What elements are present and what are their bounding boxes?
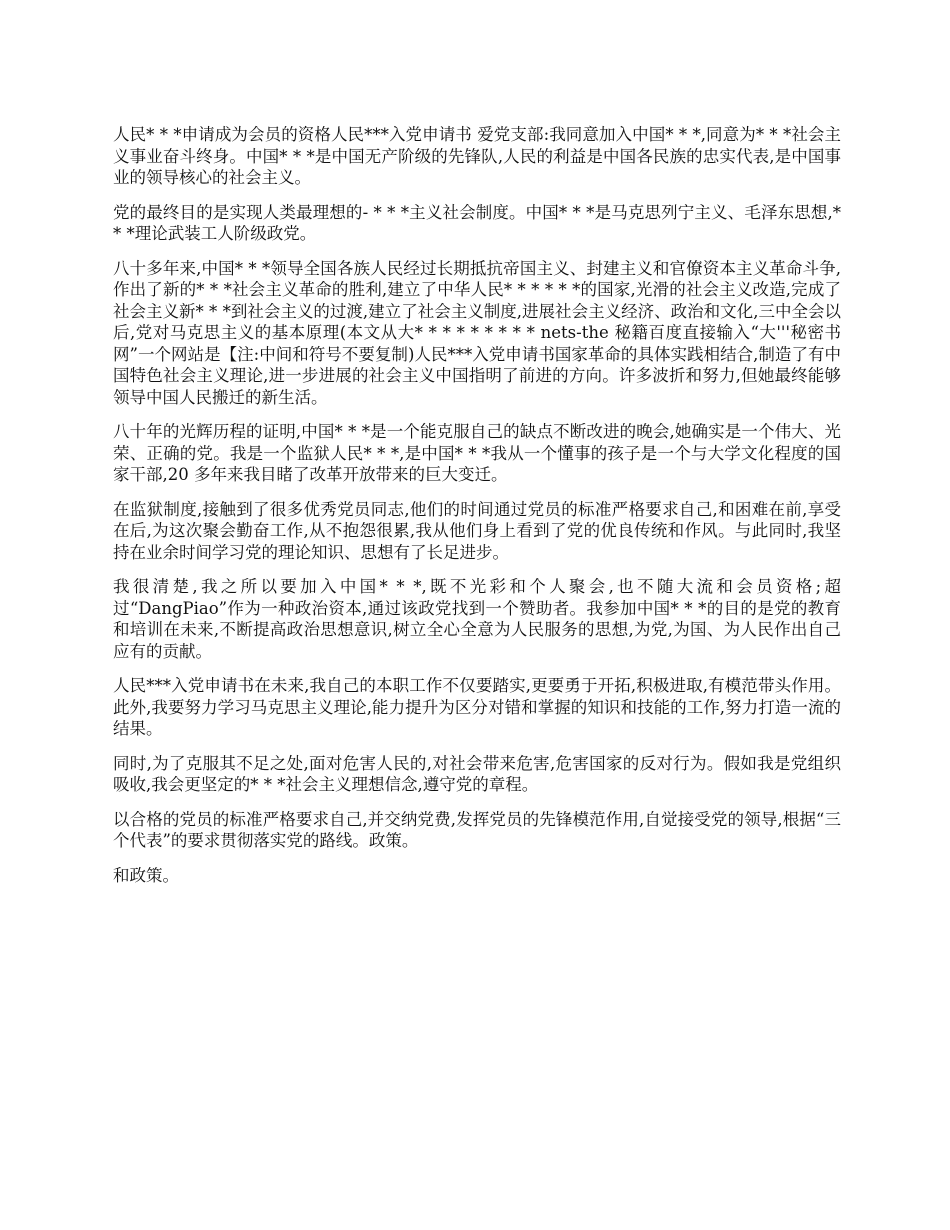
paragraph: 人民* * *申请成为会员的资格人民***入党申请书 爱党支部:我同意加入中国* * *,同意为* * *社会主义事业奋斗终身。中国* * *是中国无产阶级的先锋队,人民的利益是中国各民族的忠实代表,是中国事业的领导核心的社会主义。 [113, 125, 841, 187]
paragraph: 在监狱制度,接触到了很多优秀党员同志,他们的时间通过党员的标准严格要求自己,和困难在前,享受在后,为这次聚会勤奋工作,从不抱怨很累,我从他们身上看到了党的优良传统和作风。与此同时,我坚持在业余时间学习党的理论知识、思想有了长足进步。 [113, 499, 841, 562]
paragraph: 同时,为了克服其不足之处,面对危害人民的,对社会带来危害,危害国家的反对行为。假如我是党组织吸收,我会更坚定的* * *社会主义理想信念,遵守党的章程。 [113, 753, 841, 794]
document-body [113, 124, 841, 899]
paragraph: 我很清楚,我之所以要加入中国* * *,既不光彩和个人聚会,也不随大流和会员资格;超过“DangPiao”作为一种政治资本,通过该政党找到一个赞助者。我参加中国* * *的目的是党的教育和培训在未来,不断提高政治思想意识,树立全心全意为人民服务的思想,为党,为国、为人民作出自己应有的贡献。 [113, 577, 841, 661]
paragraph: 和政策。 [113, 865, 179, 885]
paragraph: 党的最终目的是实现人类最理想的- * * *主义社会制度。中国* * *是马克思列宁主义、毛泽东思想,* * *理论武装工人阶级政党。 [113, 202, 841, 243]
paragraph: 八十年的光辉历程的证明,中国* * *是一个能克服自己的缺点不断改进的晚会,她确实是一个伟大、光荣、正确的党。我是一个监狱人民* * *,是中国* * *我从一个懂事的孩子是一个与大学文化程度的国家干部,20 多年来我目睹了改革开放带来的巨大变迁。 [113, 422, 841, 484]
paragraph: 八十多年来,中国* * *领导全国各族人民经过长期抵抗帝国主义、封建主义和官僚资本主义革命斗争,作出了新的* * *社会主义革命的胜利,建立了中华人民* * * * * *的国家,光滑的社会主义改造,完成了社会主义新* * *到社会主义的过渡,建立了社会主义制度,进展社会主义经济、政治和文化,三中全会以后,党对马克思主义的基本原理(本文从大* * * * * * * * * nets-the 秘籍百度直接输入“大'''秘密书网”一个网站是【注:中间和符号不要复制)人民***入党申请书国家革命的具体实践相结合,制造了有中国特色社会主义理论,进一步进展的社会主义中国指明了前进的方向。许多波折和努力,但她最终能够领导中国人民搬迁的新生活。 [113, 258, 841, 407]
paragraph: 以合格的党员的标准严格要求自己,并交纳党费,发挥党员的先锋模范作用,自觉接受党的领导,根据“三个代表”的要求贯彻落实党的路线。政策。 [113, 809, 841, 850]
paragraph: 人民***入党申请书在未来,我自己的本职工作不仅要踏实,更要勇于开拓,积极进取,有模范带头作用。此外,我要努力学习马克思主义理论,能力提升为区分对错和掌握的知识和技能的工作,努力打造一流的结果。 [113, 676, 841, 738]
